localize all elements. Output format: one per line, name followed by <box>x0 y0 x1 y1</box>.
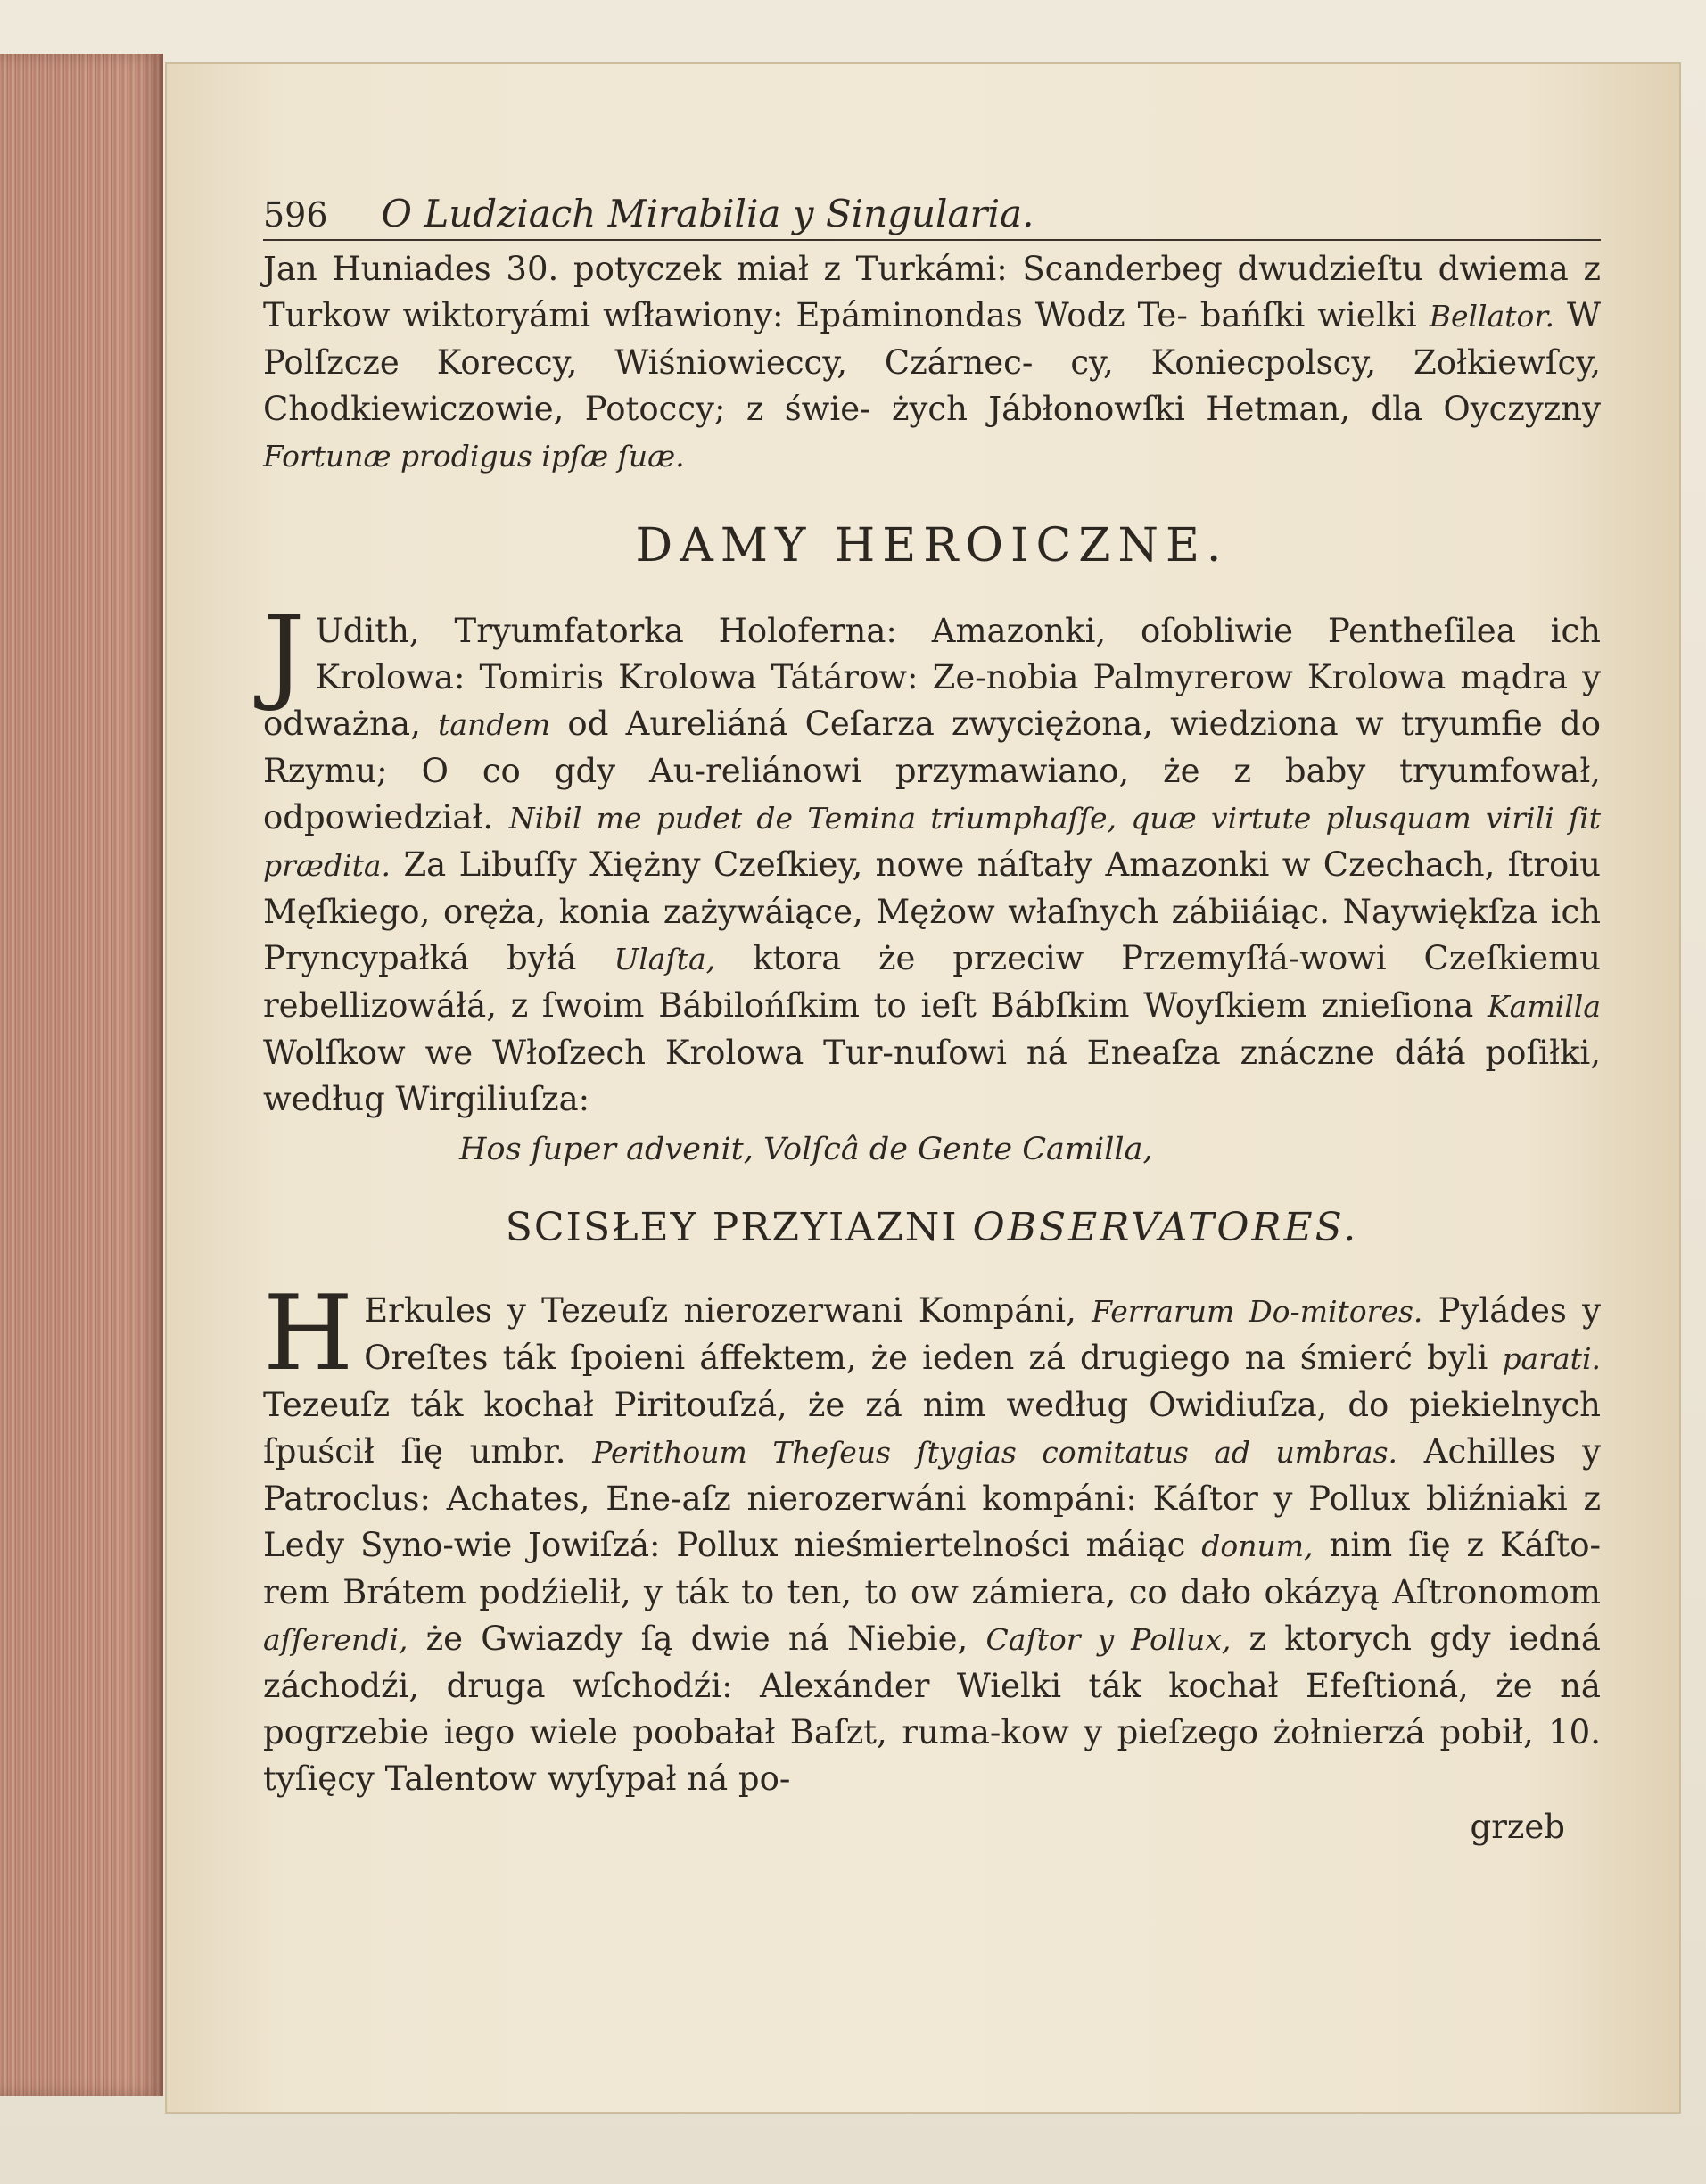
intro-paragraph: Jan Huniades 30. potyczek miał z Turkámi: Scanderbeg dwudzieſtu dwiema z Turkow wiktoryámi wſławiony: Epáminondas Wodz Te- bańſki wielki Bellator. W Polſzcze Koreccy, Wiśniowieccy, Czárnec- cy, Koniecpolscy, Zołkiewſcy, Chodkiewiczowie, Potoccy; z świe- żych Jábłonowſki Hetman, dla Oyczyzny Fortunæ prodigus ipſæ ſuæ. <box>263 250 1602 474</box>
drop-cap: H <box>263 1273 354 1394</box>
page-edges <box>0 54 163 2096</box>
drop-cap: J <box>263 594 305 714</box>
page-number: 596 <box>263 195 328 235</box>
page-content <box>263 192 1601 1846</box>
running-title: O Ludziach Mirabilia y Singularia. <box>381 192 1034 235</box>
section-paragraph-damy: J Udith, Tryumfatorka Holoferna: Amazonki, oſobliwie Pentheſilea ich Krolowa: Tomiris Krolowa Tátárow: Ze-nobia Palmyrerow Krolowa mądra y odważna, tandem od Aureliáná Ceſarza zwyciężona, wiedziona w tryumfie do Rzymu; O co gdy Au-reliánowi przymawiano, że z baby tryumfował, odpowiedział. Nibil me pudet de Temina triumphaſſe, quæ virtute plusquam virili ſit prædita. Za Libuſſy Xiężny Czeſkiey, nowe náſtały Amazonki w Czechach, ſtroiu Męſkiego, oręża, konia zażywáiące, Mężow właſnych zábiiáiąc. Naywiękſza ich Pryncypałká byłá Ulaſta, ktora że przeciw Przemyſłá-wowi Czeſkiemu rebellizowáłá, z ſwoim Bábilońſkim to ieſt Bábſkim Woyſkiem znieſiona Kamilla Wolſkow we Włoſzech Krolowa Tur-nuſowi ná Eneaſza znáczne dáłá poſiłki, według Wirgiliuſza: <box>263 594 1601 1118</box>
section-heading-damy: DAMY HEROICZNE. <box>635 519 1229 573</box>
verse-quote: Hos ſuper advenit, Volſcâ de Gente Camilla, <box>459 1132 1153 1167</box>
section-paragraph-przyiazni: H Erkules y Tezeuſz nierozerwani Kompáni, Ferrarum Do-mitores. Pyládes y Oreſtes ták ſpoieni áffektem, że ieden zá drugiego na śmierć byli parati. Tezeuſz ták kochał Piritouſzá, że zá nim według Owidiuſza, do piekielnych ſpuścił ſię umbr. Perithoum Theſeus ſtygias comitatus ad umbras. Achilles y Patroclus: Achates, Ene-aſz nierozerwáni kompáni: Káſtor y Pollux bliźniaki z Ledy Syno-wie Jowiſzá: Pollux nieśmiertelności máiąc donum, nim ſię z Káſto-rem Brátem podźielił, y ták to ten, to ow zámiera, co dało okázyą Aſtronomom aſſerendi, że Gwiazdy ſą dwie ná Niebie, Caſtor y Pollux, z ktorych gdy iedná záchodźi, druga wſchodźi: Alexánder Wielki ták kochał Efeſtioná, że ná pogrzebie iego wiele poobałał Baſzt, ruma-kow y pieſzego żołnierzá pobił, 10. tyſięcy Talentow wyſypał ná po- <box>263 1273 1602 1798</box>
section-heading-przyiazni: SCISŁEY PRZYIAZNI OBSERVATORES. <box>505 1205 1359 1250</box>
running-head <box>263 192 1601 241</box>
catchword: grzeb <box>1470 1808 1565 1846</box>
